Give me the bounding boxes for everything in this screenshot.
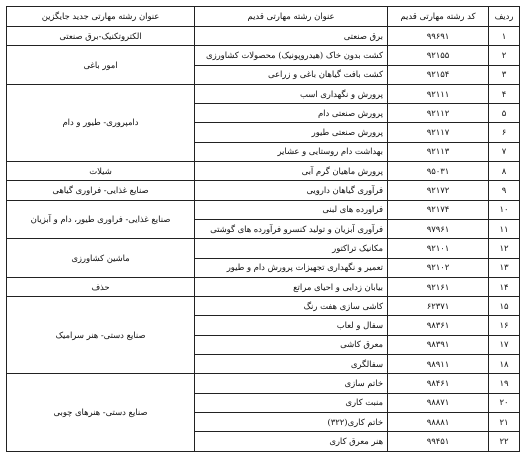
- old-code-cell: ۹۲۱۶۱: [388, 277, 489, 296]
- old-title-cell: منبت کاری: [195, 393, 388, 412]
- old-title-cell: پرورش ماهیان گرم آبی: [195, 162, 388, 181]
- skill-replacement-table: [6, 6, 520, 452]
- table-row: [7, 27, 520, 46]
- new-title-cell: صنایع دستی- هنر سرامیک: [7, 297, 195, 374]
- row-number-cell: ۱۶: [489, 316, 520, 335]
- old-title-cell: مکانیک تراکتور: [195, 239, 388, 258]
- row-number-cell: ۵: [489, 104, 520, 123]
- table-row: [7, 239, 520, 258]
- table-row: [7, 84, 520, 103]
- old-code-cell: ۹۲۱۱۳: [388, 142, 489, 161]
- new-title-cell: دامپروری- طیور و دام: [7, 84, 195, 161]
- old-title-cell: معرق کاشی: [195, 335, 388, 354]
- row-number-cell: ۱۵: [489, 297, 520, 316]
- old-code-cell: ۹۲۱۱۱: [388, 84, 489, 103]
- table-row: [7, 162, 520, 181]
- new-title-cell: الکتروتکنیک-برق صنعتی: [7, 27, 195, 46]
- row-number-cell: ۱۱: [489, 219, 520, 238]
- old-title-cell: برق صنعتی: [195, 27, 388, 46]
- row-number-cell: ۱۸: [489, 355, 520, 374]
- old-title-cell: تعمیر و نگهداری تجهیزات پرورش دام و طیور: [195, 258, 388, 277]
- old-code-cell: ۹۲۱۰۱: [388, 239, 489, 258]
- row-number-cell: ۲: [489, 46, 520, 65]
- old-code-cell: ۶۲۳۷۱: [388, 297, 489, 316]
- row-number-cell: ۸: [489, 162, 520, 181]
- old-title-cell: پرورش و نگهداری اسب: [195, 84, 388, 103]
- old-code-cell: ۹۵۰۳۱: [388, 162, 489, 181]
- old-title-cell: هنر معرق کاری: [195, 432, 388, 451]
- old-code-cell: ۹۹۴۵۱: [388, 432, 489, 451]
- new-title-cell: امور باغی: [7, 46, 195, 85]
- old-code-cell: ۹۸۳۶۱: [388, 316, 489, 335]
- new-title-cell: صنایع دستی- هنرهای چوبی: [7, 374, 195, 451]
- old-code-cell: ۹۲۱۵۵: [388, 46, 489, 65]
- old-code-cell: ۹۸۴۶۱: [388, 374, 489, 393]
- header-old-code: کد رشته مهارتی قدیم: [388, 7, 489, 27]
- old-title-cell: سفال و لعاب: [195, 316, 388, 335]
- table-row: [7, 374, 520, 393]
- old-title-cell: سفالگری: [195, 355, 388, 374]
- old-title-cell: خاتم سازی: [195, 374, 388, 393]
- row-number-cell: ۲۱: [489, 412, 520, 431]
- old-title-cell: کشت بدون خاک (هیدروپونیک) محصولات کشاورزی: [195, 46, 388, 65]
- row-number-cell: ۲۲: [489, 432, 520, 451]
- table-row: [7, 200, 520, 219]
- old-code-cell: ۹۸۸۸۱: [388, 412, 489, 431]
- row-number-cell: ۹: [489, 181, 520, 200]
- old-code-cell: ۹۸۳۹۱: [388, 335, 489, 354]
- new-title-cell: شیلات: [7, 162, 195, 181]
- old-title-cell: فراورده های لبنی: [195, 200, 388, 219]
- row-number-cell: ۱۰: [489, 200, 520, 219]
- old-code-cell: ۹۲۱۰۲: [388, 258, 489, 277]
- row-number-cell: ۱۴: [489, 277, 520, 296]
- old-code-cell: ۹۲۱۵۴: [388, 65, 489, 84]
- table-row: [7, 277, 520, 296]
- old-code-cell: ۹۹۶۹۱: [388, 27, 489, 46]
- old-code-cell: ۹۲۱۷۴: [388, 200, 489, 219]
- new-title-cell: صنایع غذایی- فراوری طیور، دام و آبزیان: [7, 200, 195, 239]
- old-title-cell: فرآوری آبزیان و تولید کنسرو فرآورده های گوشتی: [195, 219, 388, 238]
- old-code-cell: ۹۸۹۱۱: [388, 355, 489, 374]
- old-title-cell: فرآوری گیاهان دارویی: [195, 181, 388, 200]
- row-number-cell: ۱۷: [489, 335, 520, 354]
- table-row: [7, 297, 520, 316]
- row-number-cell: ۱۹: [489, 374, 520, 393]
- header-new-title: عنوان رشته مهارتی جدید جایگزین: [7, 7, 195, 27]
- header-old-title: عنوان رشته مهارتی قدیم: [195, 7, 388, 27]
- row-number-cell: ۶: [489, 123, 520, 142]
- header-row-number: ردیف: [489, 7, 520, 27]
- new-title-cell: صنایع غذایی- فراوری گیاهی: [7, 181, 195, 200]
- old-title-cell: بیابان زدایی و احیای مراتع: [195, 277, 388, 296]
- new-title-cell: ماشین کشاورزی: [7, 239, 195, 278]
- row-number-cell: ۲۰: [489, 393, 520, 412]
- table-row: [7, 181, 520, 200]
- old-title-cell: کاشی سازی هفت رنگ: [195, 297, 388, 316]
- old-title-cell: بهداشت دام روستایی و عشایر: [195, 142, 388, 161]
- old-code-cell: ۹۲۱۱۷: [388, 123, 489, 142]
- old-title-cell: کشت بافت گیاهان باغی و زراعی: [195, 65, 388, 84]
- old-code-cell: ۹۲۱۷۲: [388, 181, 489, 200]
- old-code-cell: ۹۷۹۶۱: [388, 219, 489, 238]
- old-title-cell: پرورش صنعتی دام: [195, 104, 388, 123]
- row-number-cell: ۱۳: [489, 258, 520, 277]
- row-number-cell: ۳: [489, 65, 520, 84]
- old-title-cell: پرورش صنعتی طیور: [195, 123, 388, 142]
- old-code-cell: ۹۸۸۷۱: [388, 393, 489, 412]
- old-code-cell: ۹۲۱۱۲: [388, 104, 489, 123]
- table-row: [7, 46, 520, 65]
- row-number-cell: ۴: [489, 84, 520, 103]
- row-number-cell: ۱۲: [489, 239, 520, 258]
- table-body: [7, 27, 520, 452]
- header-row: [7, 7, 520, 27]
- old-title-cell: خاتم کاری(۳۲۲): [195, 412, 388, 431]
- new-title-cell: حذف: [7, 277, 195, 296]
- row-number-cell: ۱: [489, 27, 520, 46]
- row-number-cell: ۷: [489, 142, 520, 161]
